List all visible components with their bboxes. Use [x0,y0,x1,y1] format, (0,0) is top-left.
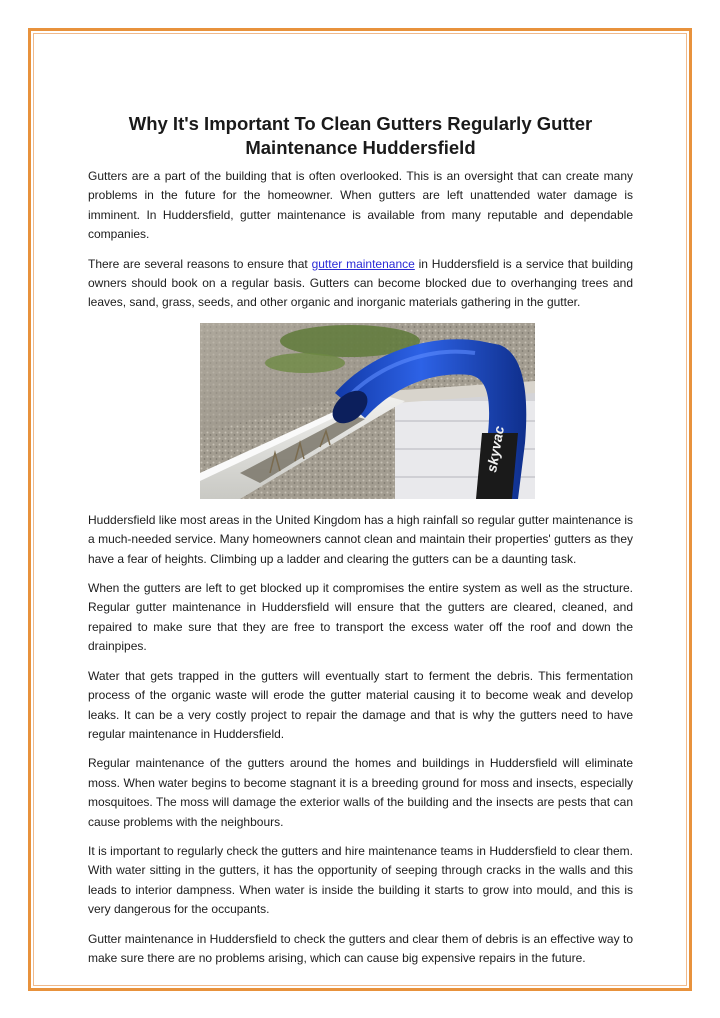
paragraph-trapped-water: Water that gets trapped in the gutters will eventually start to ferment the debris. This fermentation process of the organic waste will erode the gutter material causing it to become weak and develop leaks. It can be a very costly project to repair the damage and that is why the gutters need to have regular maintenance in Huddersfield. [88,668,633,741]
paragraph-reasons-tail: in Huddersfield is a service that building owners should book on a regular basis. Gutters can become blocked due to overhanging trees and leaves, sand, grass, seeds, and other organic and inorganic materials gathering in the gutter. [88,256,634,310]
paragraph-reasons-lead: There are several reasons to ensure that [88,256,312,271]
document-title: Why It's Important To Clean Gutters Regularly Gutter Maintenance Huddersfield [128,113,593,158]
hose-brand-text: skyvac [483,424,508,474]
paragraph-blocked: When the gutters are left to get blocked up it compromises the entire system as well as the structure. Regular gutter maintenance in Huddersfield will ensure that the gutters are cleared, cleaned, and repaired to make sure that they are free to transport the excess water off the roof and down the drainpipes. [88,581,633,654]
paragraph-dampness: It is important to regularly check the gutters and hire maintenance teams in Huddersfield to clear them. With water sitting in the gutters, it has the opportunity of seeping through cracks in the walls and this leads to interior dampness. When water is inside the building it starts to grow into mould, and this is very dangerous for the occupants. [88,843,633,917]
paragraph-intro: Gutters are a part of the building that is often overlooked. This is an oversight that can create many problems in the future for the homeowner. When gutters are left unattended water damage is imminent. In Huddersfield, gutter maintenance is available from many reputable and dependable companies. [88,169,633,242]
paragraph-rainfall: Huddersfield like most areas in the United Kingdom has a high rainfall so regular gutter maintenance is a much-needed service. Many homeowners cannot clean and maintain their properties' gutters as they have a fear of heights. Climbing up a ladder and clearing the gutters can be a daunting task. [88,512,633,566]
gutter-maintenance-link[interactable]: gutter maintenance [311,256,415,271]
paragraph-moss: Regular maintenance of the gutters around the homes and buildings in Huddersfield will eliminate moss. When water begins to become stagnant it is a breeding ground for moss and insects, especially mosquitoes. The moss will damage the exterior walls of the building and the insects are pests that can cause problems with the neighbours. [88,756,633,829]
document-body [88,112,633,978]
paragraph-conclusion: Gutter maintenance in Huddersfield to check the gutters and clear them of debris is an effective way to make sure there are no problems arising, which can cause big expensive repairs in the future. [88,931,633,965]
paragraph-reasons [88,255,633,313]
gutter-cleaning-photo [200,323,535,499]
